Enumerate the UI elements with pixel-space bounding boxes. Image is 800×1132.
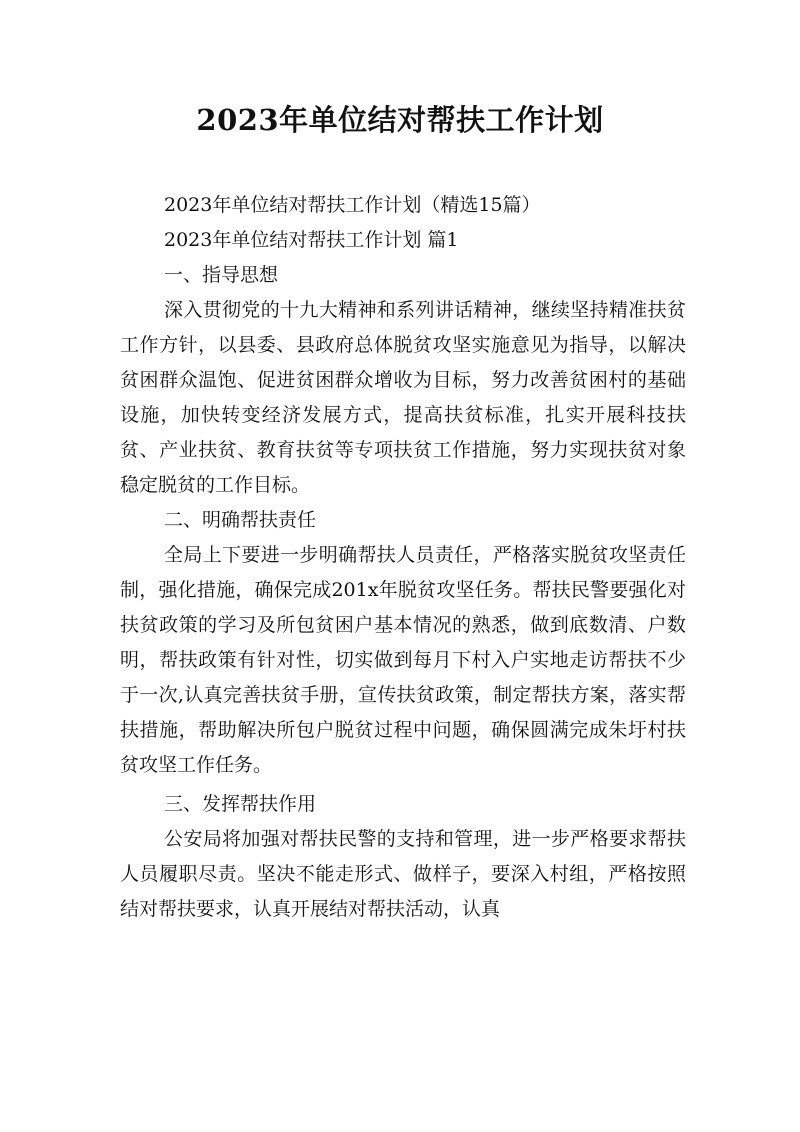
- section-heading-2: 二、明确帮扶责任: [164, 509, 317, 531]
- page-title: 2023年单位结对帮扶工作计划: [196, 103, 604, 137]
- section-body-1: 深入贯彻党的十九大精神和系列讲话精神，继续坚持精准扶贫工作方针，以县委、县政府总体脱贫攻坚实施意见为指导，以解决贫困群众温饱、促进贫困群众增收为目标，努力改善贫困村的基础设施，加快转变经济发展方式，提高扶贫标准，扎实开展科技扶贫、产业扶贫、教育扶贫等专项扶贫工作措施，努力实现扶贫对象稳定脱贫的工作目标。: [120, 299, 686, 496]
- section-body-3: 公安局将加强对帮扶民警的支持和管理，进一步严格要求帮扶人员履职尽责。坚决不能走形式、做样子，要深入村组，严格按照结对帮扶要求，认真开展结对帮扶活动，认真: [120, 828, 686, 920]
- document-body: [120, 188, 686, 927]
- section-heading-3: 三、发挥帮扶作用: [164, 793, 317, 815]
- section-body-2: 全局上下要进一步明确帮扶人员责任，严格落实脱贫攻坚责任制，强化措施，确保完成201x年脱贫攻坚任务。帮扶民警要强化对扶贫政策的学习及所包贫困户基本情况的熟悉，做到底数清、户数明，帮扶政策有针对性，切实做到每月下村入户实地走访帮扶不少于一次,认真完善扶贫手册，宣传扶贫政策，制定帮扶方案，落实帮扶措施，帮助解决所包户脱贫过程中问题，确保圆满完成朱圩村扶贫攻坚工作任务。: [120, 544, 686, 776]
- document-subtitle: 2023年单位结对帮扶工作计划（精选15篇）: [164, 194, 541, 216]
- section-heading-1: 一、指导思想: [164, 264, 279, 286]
- part-heading: 2023年单位结对帮扶工作计划 篇1: [164, 229, 459, 251]
